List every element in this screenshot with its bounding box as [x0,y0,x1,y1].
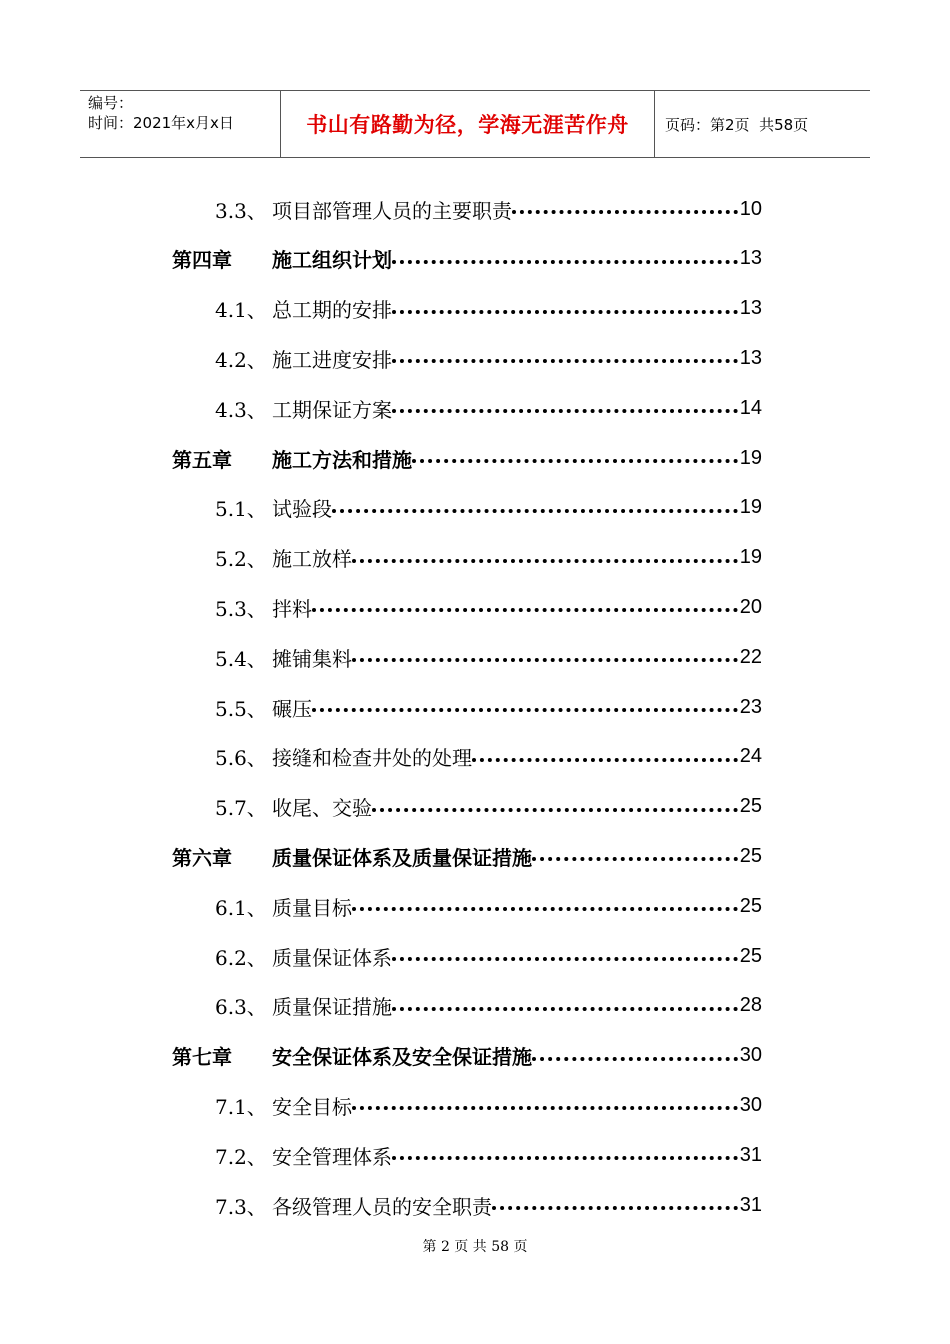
toc-chapter-entry[interactable] [172,433,762,483]
toc-entry-page-number: 24 [739,745,762,768]
header-meta [80,91,281,157]
toc-section-entry[interactable] [215,533,762,583]
toc-entry-title: 工期保证方案 [272,397,392,422]
toc-entry-page-number: 28 [739,994,762,1017]
toc-entry-number: 5.7、 [215,796,267,821]
toc-entry-title: 安全管理体系 [272,1144,392,1169]
toc-entry-title: 试验段 [272,497,332,522]
toc-entry-number: 7.1、 [215,1094,267,1119]
toc-entry-page-number: 30 [739,1093,762,1116]
toc-entry-page-number: 13 [739,346,762,369]
toc-entry-page-number: 30 [739,1044,762,1067]
toc-entry-title: 安全目标 [272,1094,352,1119]
toc-entry-title: 施工组织计划 [272,248,392,273]
toc-entry-number: 6.1、 [215,895,267,920]
toc-entry-number: 第六章 [172,845,232,870]
toc-leader-dots [472,738,738,762]
toc-section-entry[interactable] [215,333,762,383]
page-footer: 第 2 页 共 58 页 [422,1239,528,1255]
toc-entry-title: 拌料 [272,596,312,621]
toc-entry-page-number: 13 [739,247,762,270]
header-motto: 书山有路勤为径，学海无涯苦作舟 [306,113,629,137]
toc-entry-title: 总工期的安排 [272,298,392,323]
toc-leader-dots [512,190,738,214]
toc-leader-dots [492,1186,738,1210]
toc-section-entry[interactable] [215,881,762,931]
toc-section-entry[interactable] [215,284,762,334]
toc-section-entry[interactable] [215,582,762,632]
toc-section-entry[interactable] [215,931,762,981]
toc-entry-title: 摊铺集料 [272,646,352,671]
toc-entry-number: 6.3、 [215,995,267,1020]
toc-leader-dots [332,489,738,513]
toc-section-entry[interactable] [215,184,762,234]
toc-leader-dots [392,1136,738,1160]
toc-entry-number: 5.2、 [215,547,267,572]
header-motto-cell [281,91,655,157]
toc-entry-page-number: 19 [739,446,762,469]
toc-entry-number: 5.5、 [215,696,267,721]
toc-leader-dots [392,240,738,264]
toc-leader-dots [352,539,738,563]
toc-leader-dots [392,987,738,1011]
toc-entry-number: 6.2、 [215,945,267,970]
toc-entry-page-number: 10 [739,197,762,220]
toc-leader-dots [412,439,738,463]
toc-entry-number: 5.4、 [215,646,267,671]
toc-entry-title: 施工放样 [272,547,352,572]
serial-number-label: 编号： [88,94,134,112]
toc-leader-dots [392,937,738,961]
toc-section-entry[interactable] [215,682,762,732]
toc-leader-dots [532,1037,738,1061]
toc-entry-title: 质量保证体系及质量保证措施 [272,845,532,870]
toc-entry-title: 各级管理人员的安全职责 [272,1194,492,1219]
toc-leader-dots [532,837,738,861]
toc-section-entry[interactable] [215,981,762,1031]
toc-entry-page-number: 19 [739,496,762,519]
toc-entry-title: 施工方法和措施 [272,447,412,472]
toc-entry-page-number: 19 [739,546,762,569]
toc-entry-number: 4.2、 [215,347,267,372]
toc-entry-title: 质量保证体系 [272,945,392,970]
toc-section-entry[interactable] [215,632,762,682]
toc-entry-page-number: 25 [739,795,762,818]
toc-entry-page-number: 25 [739,894,762,917]
toc-entry-number: 4.3、 [215,397,267,422]
toc-entry-number: 7.2、 [215,1144,267,1169]
toc-entry-page-number: 25 [739,844,762,867]
toc-chapter-entry[interactable] [172,831,762,881]
toc-entry-title: 质量保证措施 [272,995,392,1020]
toc-entry-title: 收尾、交验 [272,796,372,821]
toc-entry-number: 5.3、 [215,596,267,621]
toc-leader-dots [392,290,738,314]
toc-leader-dots [312,588,738,612]
toc-entry-page-number: 13 [739,297,762,320]
toc-section-entry[interactable] [215,483,762,533]
toc-entry-title: 安全保证体系及安全保证措施 [272,1045,532,1070]
toc-entry-page-number: 14 [739,396,762,419]
toc-entry-title: 碾压 [272,696,312,721]
toc-entry-number: 第七章 [172,1045,232,1070]
toc-entry-page-number: 25 [739,944,762,967]
toc-leader-dots [312,688,738,712]
toc-entry-number: 4.1、 [215,298,267,323]
toc-leader-dots [372,788,738,812]
toc-section-entry[interactable] [215,1080,762,1130]
toc-entry-number: 第五章 [172,447,232,472]
toc-entry-page-number: 23 [739,695,762,718]
page-header [80,90,870,158]
date-label: 时间：2021年x月x日 [88,114,234,132]
toc-leader-dots [392,339,738,363]
toc-entry-title: 接缝和检查井处的处理 [272,746,472,771]
toc-leader-dots [352,887,738,911]
toc-entry-title: 质量目标 [272,895,352,920]
toc-entry-page-number: 22 [739,645,762,668]
toc-entry-number: 5.6、 [215,746,267,771]
toc-section-entry[interactable] [215,1180,762,1230]
toc-leader-dots [352,638,738,662]
toc-entry-page-number: 31 [739,1193,762,1216]
toc-section-entry[interactable] [215,383,762,433]
toc-entry-title: 项目部管理人员的主要职责 [272,198,512,223]
toc-section-entry[interactable] [215,1130,762,1180]
toc-entry-title: 施工进度安排 [272,347,392,372]
toc-chapter-entry[interactable] [172,234,762,284]
toc-entry-number: 7.3、 [215,1194,267,1219]
header-page-info: 页码：第2页 共58页 [665,115,809,134]
toc-entry-number: 3.3、 [215,198,267,223]
toc-entry-number: 第四章 [172,248,232,273]
toc-chapter-entry[interactable] [172,1031,762,1081]
toc-leader-dots [392,389,738,413]
toc-section-entry[interactable] [215,732,762,782]
toc-entry-number: 5.1、 [215,497,267,522]
toc-leader-dots [352,1086,738,1110]
toc-section-entry[interactable] [215,782,762,832]
header-page-info-cell [655,91,870,157]
toc-entry-page-number: 20 [739,595,762,618]
toc-entry-page-number: 31 [739,1143,762,1166]
